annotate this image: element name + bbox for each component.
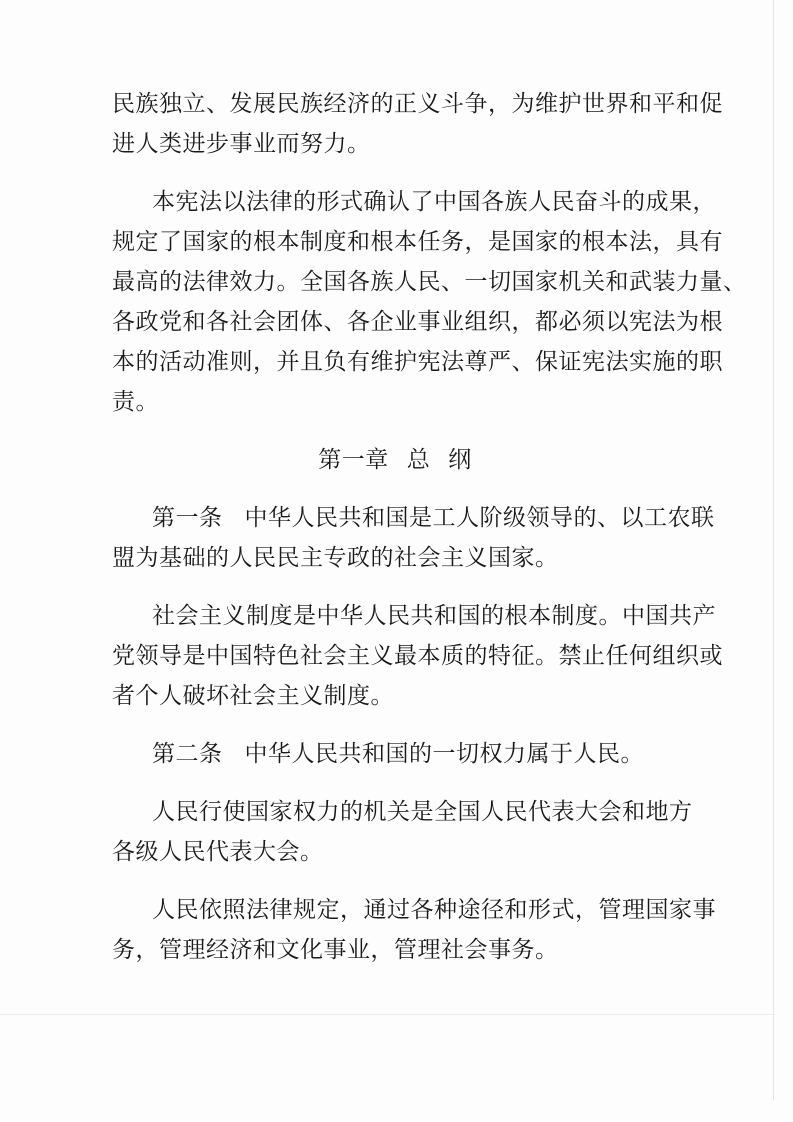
text-line: 各政党和各社会团体、各企业事业组织，都必须以宪法为根	[112, 309, 723, 335]
text-line: 党领导是中国特色社会主义最本质的特征。禁止任何组织或	[112, 643, 723, 669]
paragraph	[112, 596, 723, 716]
text-line: 社会主义制度是中华人民共和国的根本制度。中国共产	[152, 603, 716, 629]
text-line	[112, 734, 672, 774]
text-line: 本的活动准则，并且负有维护宪法尊严、保证宪法实施的职	[112, 349, 723, 375]
text-line: 者个人破坏社会主义制度。	[112, 683, 394, 709]
text-line: 人民行使国家权力的机关是全国人民代表大会和地方	[152, 799, 693, 825]
paragraph	[112, 890, 716, 970]
article	[112, 734, 672, 774]
page-edge-right	[773, 0, 774, 1100]
text-line: 规定了国家的根本制度和根本任务，是国家的根本法，具有	[112, 229, 723, 255]
chapter-title-char: 总	[406, 447, 431, 473]
text-line: 盟为基础的人民民主专政的社会主义国家。	[112, 545, 559, 571]
text-line	[112, 498, 715, 538]
text-line: 责。	[112, 389, 159, 415]
text-line: 最高的法律效力。全国各族人民、一切国家机关和武装力量、	[112, 269, 747, 295]
article-text: 中华人民共和国是工人阶级领导的、以工农联	[244, 505, 715, 531]
article-number: 第一条	[152, 505, 223, 531]
text-line: 民族独立、发展民族经济的正义斗争，为维护世界和平和促	[112, 91, 723, 117]
paragraph	[112, 84, 723, 164]
document-body	[112, 84, 747, 970]
text-line: 进人类进步事业而努力。	[112, 131, 371, 157]
article-text: 中华人民共和国的一切权力属于人民。	[244, 741, 644, 767]
text-line: 各级人民代表大会。	[112, 839, 324, 865]
page-edge-bottom	[0, 1014, 775, 1015]
chapter-title-char: 纲	[448, 447, 472, 473]
chapter-heading	[112, 440, 672, 480]
text-line: 务，管理经济和文化事业，管理社会事务。	[112, 937, 559, 963]
chapter-number: 第一章	[318, 447, 389, 473]
paragraph	[112, 182, 747, 422]
article	[112, 498, 715, 578]
article-number: 第二条	[152, 741, 223, 767]
text-line: 本宪法以法律的形式确认了中国各族人民奋斗的成果，	[152, 189, 716, 215]
text-line: 人民依照法律规定，通过各种途径和形式，管理国家事	[152, 897, 716, 923]
paragraph	[112, 792, 693, 872]
